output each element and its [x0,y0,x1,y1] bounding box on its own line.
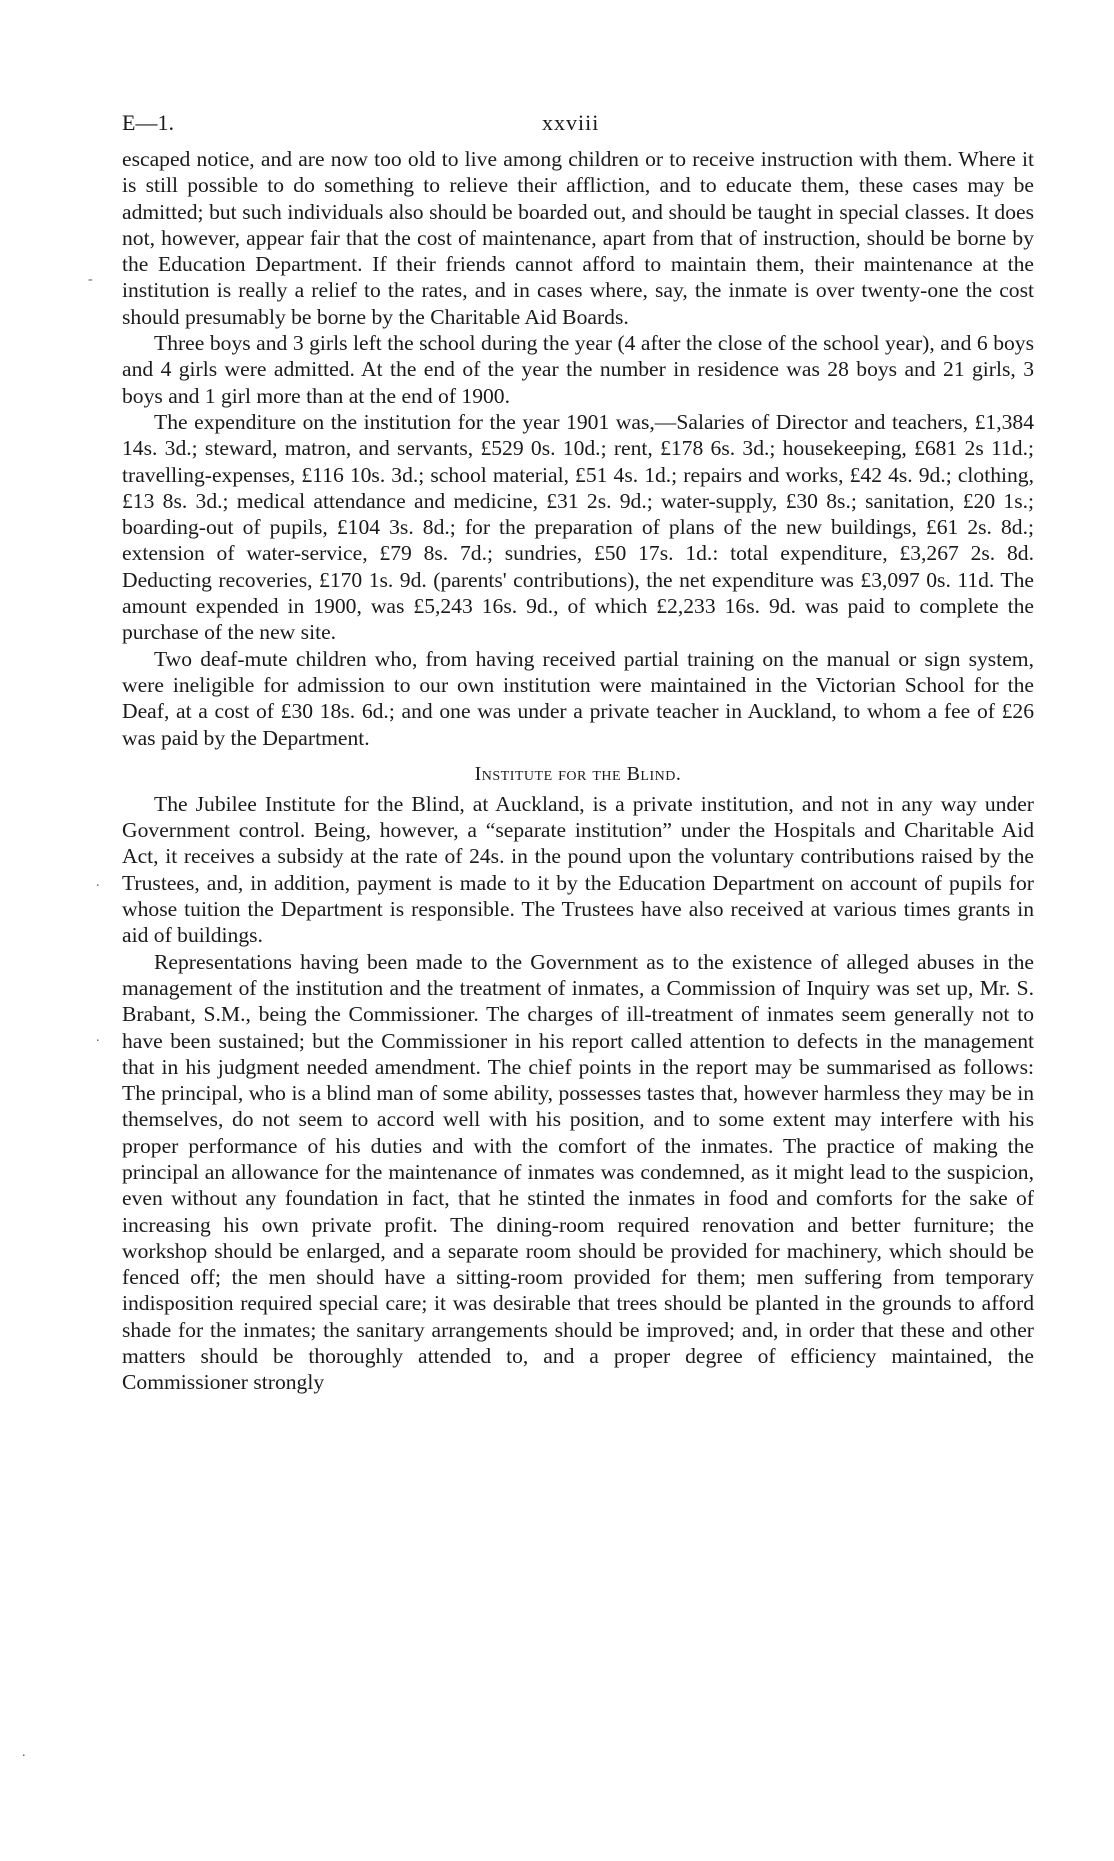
section-heading: Institute for the Blind. [474,762,682,785]
page-header [122,110,1034,146]
paragraph: Two deaf-mute children who, from having received partial training on the manual or sign system, were ineligible for admission to our own institution were maintained in the Victorian School for the Deaf, at a cost of £30 18s. 6d.; and one was under a private teacher in Auckland, to whom a fee of £26 was paid by the Department. [122,646,1034,750]
document-reference: E—1. [122,110,174,135]
margin-mark: - [88,272,93,287]
paragraph: The expenditure on the institution for the year 1901 was,—Salaries of Director and teachers, £1,384 14s. 3d.; steward, matron, and servants, £529 0s. 10d.; rent, £178 6s. 3d.; housekeeping, £681 2s 11d.; travelling-expenses, £116 10s. 3d.; school material, £51 4s. 1d.; repairs and works, £42 4s. 9d.; clothing, £13 8s. 3d.; medical attendance and medicine, £31 2s. 9d.; water-supply, £30 8s.; sanitation, £20 1s.; boarding-out of pupils, £104 3s. 8d.; for the preparation of plans of the new buildings, £61 2s. 8d.; extension of water-service, £79 8s. 7d.; sundries, £50 17s. 1d.: total expenditure, £3,267 2s. 8d. Deducting recoveries, £170 1s. 9d. (parents' contributions), the net expenditure was £3,097 0s. 11d. The amount expended in 1900, was £5,243 16s. 9d., of which £2,233 16s. 9d. was paid to complete the purchase of the new site. [122,409,1034,645]
margin-mark: . [22,1745,26,1760]
paragraph: Representations having been made to the Government as to the existence of alleged abuses in the management of the institution and the treatment of inmates, a Commission of Inquiry was set up, Mr. S. Brabant, S.M., being the Commissioner. The charges of ill-treatment of inmates seem generally not to have been sustained; but the Commissioner in his report called attention to defects in the management that in his judgment needed amendment. The chief points in the report may be summarised as follows: The principal, who is a blind man of some ability, possesses tastes that, however harmless they may be in themselves, do not seem to accord well with his position, and to some extent may interfere with his proper performance of his duties and with the comfort of the inmates. The practice of making the principal an allowance for the maintenance of inmates was condemned, as it might lead to the suspicion, even without any foundation in fact, that he stinted the inmates in food and comforts for the sake of increasing his own private profit. The dining-room required renovation and better furniture; the workshop should be enlarged, and a separate room should be provided for machinery, which should be fenced off; the men should have a sitting-room provided for them; men suffering from temporary indisposition required special care; it was desirable that trees should be planted in the grounds to afford shade for the inmates; the sanitary arrangements should be improved; and, in order that these and other matters should be thoroughly attended to, and a proper degree of efficiency maintained, the Commissioner strongly [122,949,1034,1395]
paragraph: escaped notice, and are now too old to live among children or to receive instruction with them. Where it is still possible to do something to relieve their affliction, and to educate them, these cases may be admitted; but such individuals also should be boarded out, and should be taught in special classes. It does not, however, appear fair that the cost of maintenance, apart from that of instruction, should be borne by the Education Department. If their friends cannot afford to maintain them, their maintenance at the institution is really a relief to the rates, and in cases where, say, the inmate is over twenty-one the cost should presumably be borne by the Charitable Aid Boards. [122,147,1034,329]
paragraph: The Jubilee Institute for the Blind, at Auckland, is a private institution, and not in any way under Government control. Being, however, a “separate institution” under the Hospitals and Charitable Aid Act, it receives a subsidy at the rate of 24s. in the pound upon the voluntary contributions raised by the Trustees, and, in addition, payment is made to it by the Education Department on account of pupils for whose tuition the Department is responsible. The Trustees have also received at various times grants in aid of buildings. [122,791,1034,948]
document-page [122,110,1034,1396]
paragraph: Three boys and 3 girls left the school during the year (4 after the close of the school year), and 6 boys and 4 girls were admitted. At the end of the year the number in residence was 28 boys and 21 girls, 3 boys and 1 girl more than at the end of 1900. [122,331,1034,408]
margin-mark: . [96,1030,100,1045]
margin-mark: . [96,875,100,890]
page-number: xxviii [542,110,600,135]
